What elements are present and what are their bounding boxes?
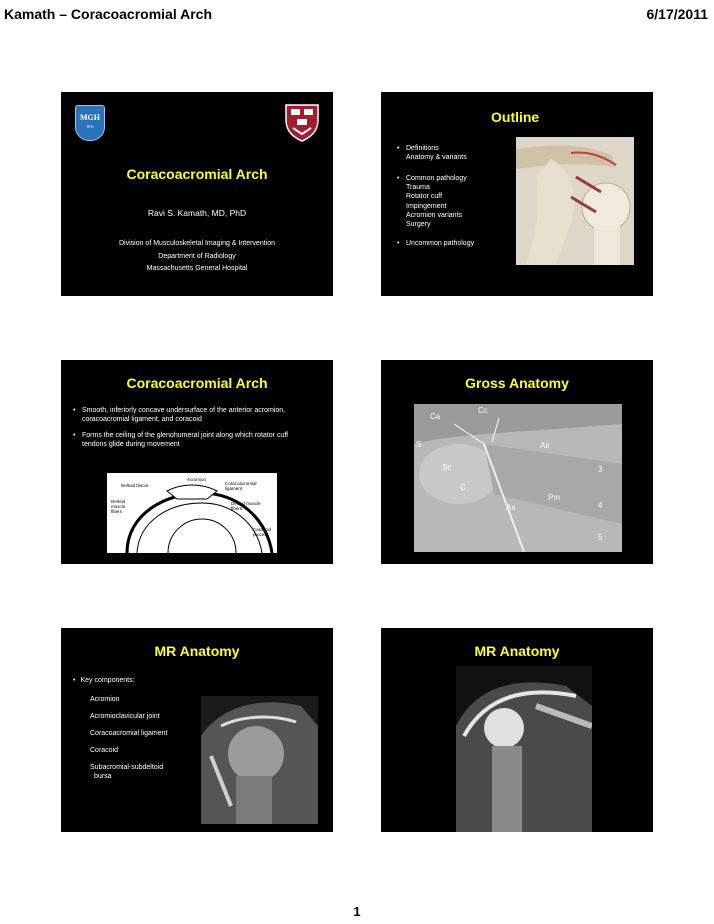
slide3-title: Coracoacromial Arch — [126, 375, 268, 391]
component-item: Coracoacromial ligament — [90, 730, 168, 737]
gross-label: Pm — [548, 493, 560, 502]
diagram-label: ligament — [225, 486, 243, 491]
diagram-label: Deltoid fascia — [121, 483, 149, 488]
diagram-label: Deltoid muscle — [231, 501, 261, 506]
component-item: Subacromial-subdeltoid — [90, 764, 164, 771]
page-number: 1 — [353, 904, 361, 919]
list-item: • Common pathology — [397, 174, 507, 183]
affiliation-line: Division of Musculoskeletal Imaging & Intervention — [118, 240, 276, 247]
list-item: • Definitions — [397, 144, 507, 153]
harvard-shield-icon — [283, 102, 321, 142]
gross-label: Ax — [540, 441, 550, 450]
gross-label: C — [460, 483, 466, 492]
component-item: Coracoid — [90, 747, 119, 754]
cadaver-photo — [414, 404, 622, 552]
component-item: bursa — [94, 773, 112, 780]
mgh-logo — [75, 105, 105, 141]
diagram-label: Acromion — [187, 477, 207, 482]
key-components-label: • Key components: — [73, 677, 135, 684]
list-item: • Forms the ceiling of the glenohumeral joint along which rotator cuff tendons glide during movement — [73, 431, 313, 449]
diagram-label: process — [253, 532, 269, 537]
slide5-title: MR Anatomy — [154, 643, 240, 659]
gross-label: 3 — [598, 465, 603, 474]
header-title: Kamath – Coracoacromial Arch — [4, 6, 212, 22]
mgh-logo-year: 1811 — [86, 124, 94, 129]
gross-label: Sc — [442, 463, 452, 472]
list-subitem: Anatomy & variants — [406, 154, 467, 161]
component-item: Acromioclavicular joint — [90, 713, 160, 720]
list-item: • Uncommon pathology — [397, 239, 507, 248]
diagram-label: Coracoacromial — [225, 481, 257, 486]
gross-label: Ax — [506, 503, 516, 512]
slide-mr-anatomy-image — [381, 628, 653, 832]
affiliation — [61, 238, 333, 276]
component-item: Acromion — [90, 696, 120, 703]
list-subitem: Trauma — [406, 184, 430, 192]
slide-title — [61, 92, 333, 296]
mgh-logo-text: MGH — [80, 113, 100, 122]
definition-list — [73, 406, 313, 456]
affiliation-line: Massachusetts General Hospital — [146, 265, 248, 272]
gross-label: Cc — [478, 406, 488, 415]
slide-mr-anatomy-list — [61, 628, 333, 832]
header-date: 6/17/2011 — [646, 6, 708, 22]
list-subitem: Impingement — [406, 202, 447, 210]
diagram-label: Coracoid — [253, 527, 272, 532]
slide1-title: Coracoacromial Arch — [126, 166, 268, 182]
outline-list — [397, 144, 507, 248]
gross-label: S — [416, 440, 422, 449]
slide6-title: MR Anatomy — [474, 643, 560, 659]
gross-label: 5 — [598, 533, 603, 542]
slide-gross-anatomy — [381, 360, 653, 564]
slide4-title: Gross Anatomy — [465, 375, 569, 391]
list-item: • Smooth, inferiorly concave undersurface of the anterior acromion, coracoacromial ligament, and coracoid — [73, 406, 313, 424]
list-subitem: Acromion variants — [406, 211, 463, 219]
shoulder-anatomy-illustration — [516, 137, 634, 265]
mri-image — [201, 696, 318, 824]
diagram-label: muscle — [111, 504, 126, 509]
list-subitem: Rotator cuff — [406, 193, 443, 201]
author-name: Ravi S. Kamath, MD, PhD — [147, 208, 247, 218]
mri-image — [456, 666, 592, 832]
gross-label: Ca — [430, 412, 441, 421]
diagram-label: Deltoid — [111, 499, 126, 504]
slide-arch-definition — [61, 360, 333, 564]
gross-label: 4 — [598, 501, 603, 510]
slide-outline — [381, 92, 653, 296]
arch-diagram — [107, 473, 277, 553]
diagram-label: fibers — [231, 506, 243, 511]
diagram-label: fibers — [111, 509, 123, 514]
list-subitem: Surgery — [406, 221, 431, 229]
affiliation-line: Department of Radiology — [158, 252, 236, 260]
slide2-title: Outline — [491, 109, 540, 125]
